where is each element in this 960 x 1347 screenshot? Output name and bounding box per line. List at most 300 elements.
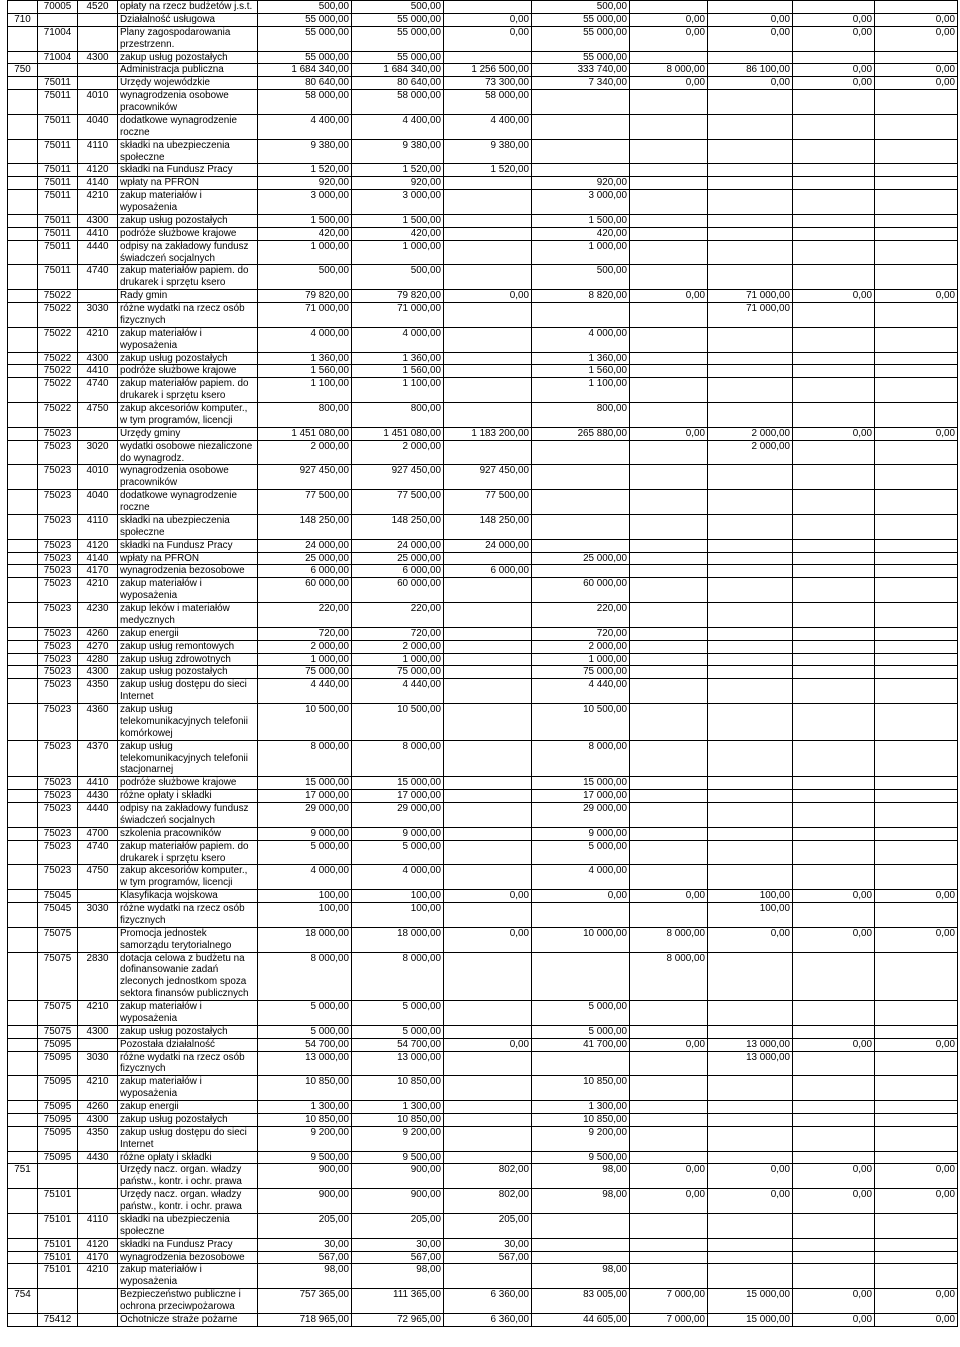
dzial-code — [8, 704, 38, 741]
amount-cell — [630, 265, 708, 290]
amount-cell — [875, 139, 958, 164]
budget-expenditure-table — [7, 0, 958, 1327]
table-row — [8, 890, 958, 903]
amount-cell: 9 200,00 — [258, 1126, 352, 1151]
table-row — [8, 1025, 958, 1038]
amount-cell: 0,00 — [630, 890, 708, 903]
table-row — [8, 840, 958, 865]
amount-cell: 4 400,00 — [258, 114, 352, 139]
table-row — [8, 514, 958, 539]
item-name: Urzędy nacz. organ. władzy państw., kontr. i ochr. prawa — [118, 1164, 258, 1189]
amount-cell — [532, 164, 630, 177]
rozdzial-code: 75023 — [38, 803, 78, 828]
item-name: zakup usług pozostałych — [118, 352, 258, 365]
paragraf-code — [78, 1164, 118, 1189]
amount-cell: 0,00 — [444, 1038, 532, 1051]
amount-cell: 5 000,00 — [258, 1001, 352, 1026]
amount-cell — [875, 790, 958, 803]
paragraf-code — [78, 1289, 118, 1314]
table-row — [8, 1051, 958, 1076]
amount-cell: 8 000,00 — [258, 740, 352, 777]
amount-cell: 0,00 — [630, 290, 708, 303]
amount-cell: 5 000,00 — [258, 1025, 352, 1038]
item-name: Rady gmin — [118, 290, 258, 303]
amount-cell — [793, 1126, 875, 1151]
amount-cell — [708, 139, 793, 164]
item-name: odpisy na zakładowy fundusz świadczeń socjalnych — [118, 803, 258, 828]
amount-cell: 111 365,00 — [352, 1289, 444, 1314]
amount-cell — [630, 777, 708, 790]
amount-cell: 80 640,00 — [258, 77, 352, 90]
dzial-code — [8, 653, 38, 666]
dzial-code — [8, 164, 38, 177]
amount-cell — [793, 578, 875, 603]
amount-cell — [630, 1238, 708, 1251]
paragraf-code: 4740 — [78, 378, 118, 403]
item-name: zakup materiałów i wyposażenia — [118, 578, 258, 603]
item-name: Urzędy nacz. organ. władzy państw., kontr. i ochr. prawa — [118, 1189, 258, 1214]
amount-cell — [444, 1076, 532, 1101]
rozdzial-code: 75011 — [38, 90, 78, 115]
item-name: Urzędy gminy — [118, 427, 258, 440]
amount-cell: 1 300,00 — [352, 1101, 444, 1114]
amount-cell: 18 000,00 — [258, 927, 352, 952]
amount-cell: 333 740,00 — [532, 64, 630, 77]
dzial-code — [8, 1189, 38, 1214]
rozdzial-code: 71004 — [38, 26, 78, 51]
amount-cell: 30,00 — [352, 1238, 444, 1251]
amount-cell — [630, 1126, 708, 1151]
item-name: podróże służbowe krajowe — [118, 227, 258, 240]
amount-cell: 9 500,00 — [532, 1151, 630, 1164]
amount-cell — [793, 790, 875, 803]
amount-cell: 205,00 — [352, 1213, 444, 1238]
rozdzial-code: 75011 — [38, 177, 78, 190]
amount-cell: 72 965,00 — [352, 1313, 444, 1326]
dzial-code — [8, 1313, 38, 1326]
item-name: zakup usług telekomunikacyjnych telefonii komórkowej — [118, 704, 258, 741]
amount-cell: 720,00 — [532, 627, 630, 640]
rozdzial-code: 75022 — [38, 327, 78, 352]
paragraf-code — [78, 26, 118, 51]
dzial-code — [8, 1113, 38, 1126]
table-row — [8, 77, 958, 90]
amount-cell: 24 000,00 — [258, 539, 352, 552]
amount-cell — [444, 1264, 532, 1289]
rozdzial-code: 75011 — [38, 214, 78, 227]
amount-cell: 0,00 — [875, 1189, 958, 1214]
amount-cell: 900,00 — [352, 1164, 444, 1189]
amount-cell: 55 000,00 — [352, 51, 444, 64]
table-row — [8, 440, 958, 465]
dzial-code — [8, 90, 38, 115]
table-row — [8, 952, 958, 1001]
table-row — [8, 640, 958, 653]
amount-cell — [875, 164, 958, 177]
table-row — [8, 265, 958, 290]
rozdzial-code: 75075 — [38, 1001, 78, 1026]
amount-cell: 10 000,00 — [532, 927, 630, 952]
amount-cell: 0,00 — [793, 77, 875, 90]
amount-cell: 0,00 — [793, 427, 875, 440]
amount-cell — [875, 840, 958, 865]
rozdzial-code: 75045 — [38, 890, 78, 903]
amount-cell — [793, 539, 875, 552]
amount-cell: 24 000,00 — [444, 539, 532, 552]
item-name: odpisy na zakładowy fundusz świadczeń socjalnych — [118, 240, 258, 265]
paragraf-code: 3030 — [78, 1051, 118, 1076]
amount-cell: 4 440,00 — [352, 679, 444, 704]
dzial-code — [8, 840, 38, 865]
dzial-code — [8, 365, 38, 378]
amount-cell — [875, 1264, 958, 1289]
amount-cell — [444, 365, 532, 378]
rozdzial-code: 75023 — [38, 603, 78, 628]
amount-cell: 6 000,00 — [444, 565, 532, 578]
dzial-code — [8, 803, 38, 828]
amount-cell: 29 000,00 — [258, 803, 352, 828]
rozdzial-code: 75023 — [38, 790, 78, 803]
amount-cell: 10 500,00 — [352, 704, 444, 741]
paragraf-code — [78, 13, 118, 26]
amount-cell: 8 000,00 — [630, 952, 708, 1001]
amount-cell: 60 000,00 — [258, 578, 352, 603]
amount-cell — [708, 640, 793, 653]
amount-cell: 500,00 — [258, 1, 352, 14]
amount-cell — [444, 640, 532, 653]
dzial-code — [8, 403, 38, 428]
item-name: zakup materiałów papiem. do drukarek i sprzętu ksero — [118, 840, 258, 865]
rozdzial-code: 75023 — [38, 827, 78, 840]
amount-cell: 500,00 — [258, 265, 352, 290]
table-row — [8, 827, 958, 840]
item-name: wynagrodzenia osobowe pracowników — [118, 90, 258, 115]
amount-cell — [532, 303, 630, 328]
paragraf-code — [78, 290, 118, 303]
amount-cell — [708, 1238, 793, 1251]
item-name: zakup usług remontowych — [118, 640, 258, 653]
item-name: zakup akcesoriów komputer., w tym programów, licencji — [118, 865, 258, 890]
amount-cell: 800,00 — [532, 403, 630, 428]
amount-cell: 98,00 — [532, 1164, 630, 1189]
amount-cell — [708, 1213, 793, 1238]
rozdzial-code: 75011 — [38, 190, 78, 215]
paragraf-code: 4260 — [78, 1101, 118, 1114]
amount-cell: 83 005,00 — [532, 1289, 630, 1314]
amount-cell — [793, 164, 875, 177]
amount-cell: 0,00 — [875, 890, 958, 903]
paragraf-code: 4750 — [78, 403, 118, 428]
amount-cell — [708, 952, 793, 1001]
amount-cell: 25 000,00 — [532, 552, 630, 565]
amount-cell: 55 000,00 — [258, 13, 352, 26]
amount-cell: 71 000,00 — [352, 303, 444, 328]
item-name: zakup materiałów i wyposażenia — [118, 190, 258, 215]
item-name: różne opłaty i składki — [118, 790, 258, 803]
paragraf-code: 4300 — [78, 352, 118, 365]
table-row — [8, 190, 958, 215]
dzial-code — [8, 927, 38, 952]
paragraf-code: 4010 — [78, 90, 118, 115]
amount-cell — [444, 403, 532, 428]
amount-cell — [444, 1101, 532, 1114]
amount-cell — [444, 827, 532, 840]
amount-cell: 100,00 — [352, 903, 444, 928]
item-name: Promocja jednostek samorządu terytorialnego — [118, 927, 258, 952]
table-row — [8, 352, 958, 365]
amount-cell — [793, 666, 875, 679]
item-name: wynagrodzenia bezosobowe — [118, 565, 258, 578]
amount-cell: 58 000,00 — [444, 90, 532, 115]
amount-cell: 2 000,00 — [708, 427, 793, 440]
paragraf-code: 4120 — [78, 1238, 118, 1251]
paragraf-code: 2830 — [78, 952, 118, 1001]
table-row — [8, 865, 958, 890]
amount-cell: 265 880,00 — [532, 427, 630, 440]
amount-cell — [630, 1113, 708, 1126]
paragraf-code: 4110 — [78, 139, 118, 164]
amount-cell — [793, 1151, 875, 1164]
amount-cell — [793, 827, 875, 840]
paragraf-code — [78, 1038, 118, 1051]
amount-cell — [630, 704, 708, 741]
amount-cell: 4 000,00 — [258, 865, 352, 890]
amount-cell — [708, 327, 793, 352]
table-row — [8, 704, 958, 741]
amount-cell — [875, 740, 958, 777]
amount-cell: 1 100,00 — [532, 378, 630, 403]
rozdzial-code — [38, 1289, 78, 1314]
rozdzial-code: 75045 — [38, 903, 78, 928]
rozdzial-code: 75023 — [38, 465, 78, 490]
amount-cell — [630, 790, 708, 803]
amount-cell — [630, 403, 708, 428]
paragraf-code: 4410 — [78, 365, 118, 378]
amount-cell: 4 000,00 — [532, 327, 630, 352]
paragraf-code: 4430 — [78, 1151, 118, 1164]
rozdzial-code: 75023 — [38, 565, 78, 578]
amount-cell: 2 000,00 — [532, 640, 630, 653]
amount-cell — [630, 1151, 708, 1164]
rozdzial-code: 75101 — [38, 1189, 78, 1214]
paragraf-code: 4360 — [78, 704, 118, 741]
item-name: składki na Fundusz Pracy — [118, 1238, 258, 1251]
amount-cell — [630, 114, 708, 139]
dzial-code — [8, 378, 38, 403]
amount-cell — [708, 603, 793, 628]
item-name: zakup usług pozostałych — [118, 1025, 258, 1038]
rozdzial-code: 75011 — [38, 139, 78, 164]
amount-cell — [875, 640, 958, 653]
amount-cell — [444, 552, 532, 565]
amount-cell — [532, 1251, 630, 1264]
rozdzial-code — [38, 1164, 78, 1189]
item-name: Pozostała działalność — [118, 1038, 258, 1051]
amount-cell — [875, 514, 958, 539]
amount-cell — [875, 1251, 958, 1264]
amount-cell — [875, 827, 958, 840]
amount-cell — [708, 190, 793, 215]
amount-cell: 60 000,00 — [352, 578, 444, 603]
amount-cell: 9 380,00 — [352, 139, 444, 164]
table-row — [8, 139, 958, 164]
amount-cell: 29 000,00 — [352, 803, 444, 828]
amount-cell: 9 000,00 — [532, 827, 630, 840]
amount-cell: 1 000,00 — [258, 240, 352, 265]
table-row — [8, 1189, 958, 1214]
dzial-code — [8, 1101, 38, 1114]
amount-cell — [444, 303, 532, 328]
amount-cell: 0,00 — [875, 64, 958, 77]
paragraf-code: 4740 — [78, 840, 118, 865]
item-name: wydatki osobowe niezaliczone do wynagrodz. — [118, 440, 258, 465]
amount-cell — [630, 240, 708, 265]
item-name: wpłaty na PFRON — [118, 177, 258, 190]
amount-cell — [875, 666, 958, 679]
rozdzial-code: 75095 — [38, 1038, 78, 1051]
amount-cell: 5 000,00 — [532, 840, 630, 865]
item-name: dodatkowe wynagrodzenie roczne — [118, 114, 258, 139]
amount-cell: 4 000,00 — [352, 865, 444, 890]
amount-cell — [444, 903, 532, 928]
amount-cell: 1 560,00 — [532, 365, 630, 378]
amount-cell: 1 360,00 — [532, 352, 630, 365]
amount-cell: 86 100,00 — [708, 64, 793, 77]
amount-cell: 0,00 — [630, 13, 708, 26]
dzial-code: 710 — [8, 13, 38, 26]
paragraf-code: 4120 — [78, 539, 118, 552]
amount-cell — [793, 1238, 875, 1251]
rozdzial-code: 75023 — [38, 427, 78, 440]
rozdzial-code: 75022 — [38, 290, 78, 303]
amount-cell — [875, 1113, 958, 1126]
amount-cell: 5 000,00 — [532, 1025, 630, 1038]
amount-cell — [875, 352, 958, 365]
amount-cell: 5 000,00 — [352, 840, 444, 865]
amount-cell — [875, 603, 958, 628]
amount-cell — [793, 1264, 875, 1289]
amount-cell — [630, 627, 708, 640]
amount-cell — [793, 1076, 875, 1101]
table-row — [8, 679, 958, 704]
table-row — [8, 164, 958, 177]
amount-cell — [630, 1101, 708, 1114]
amount-cell: 6 360,00 — [444, 1313, 532, 1326]
rozdzial-code: 71004 — [38, 51, 78, 64]
paragraf-code: 4300 — [78, 1113, 118, 1126]
dzial-code — [8, 177, 38, 190]
item-name: zakup akcesoriów komputer., w tym programów, licencji — [118, 403, 258, 428]
item-name: zakup usług zdrowotnych — [118, 653, 258, 666]
amount-cell — [532, 465, 630, 490]
table-row — [8, 290, 958, 303]
amount-cell: 1 500,00 — [352, 214, 444, 227]
amount-cell — [793, 265, 875, 290]
amount-cell — [630, 603, 708, 628]
dzial-code — [8, 865, 38, 890]
amount-cell — [875, 327, 958, 352]
amount-cell — [708, 565, 793, 578]
rozdzial-code: 75023 — [38, 679, 78, 704]
amount-cell: 920,00 — [532, 177, 630, 190]
amount-cell: 8 000,00 — [532, 740, 630, 777]
amount-cell — [875, 578, 958, 603]
amount-cell — [708, 51, 793, 64]
amount-cell: 1 000,00 — [352, 653, 444, 666]
amount-cell: 220,00 — [352, 603, 444, 628]
paragraf-code: 4140 — [78, 177, 118, 190]
table-row — [8, 51, 958, 64]
amount-cell — [444, 240, 532, 265]
table-row — [8, 927, 958, 952]
amount-cell — [793, 465, 875, 490]
amount-cell — [444, 190, 532, 215]
amount-cell — [630, 1251, 708, 1264]
amount-cell — [708, 514, 793, 539]
amount-cell — [875, 539, 958, 552]
amount-cell — [708, 214, 793, 227]
amount-cell: 0,00 — [444, 26, 532, 51]
table-row — [8, 90, 958, 115]
amount-cell: 8 820,00 — [532, 290, 630, 303]
item-name: Klasyfikacja wojskowa — [118, 890, 258, 903]
item-name: dotacja celowa z budżetu na dofinansowanie zadań zleconych jednostkom spoza sektora finansów publicznych — [118, 952, 258, 1001]
amount-cell: 0,00 — [708, 13, 793, 26]
amount-cell — [444, 1126, 532, 1151]
amount-cell: 0,00 — [875, 13, 958, 26]
table-row — [8, 565, 958, 578]
amount-cell — [708, 265, 793, 290]
amount-cell — [630, 465, 708, 490]
table-row — [8, 1126, 958, 1151]
amount-cell: 0,00 — [875, 1313, 958, 1326]
rozdzial-code: 75075 — [38, 952, 78, 1001]
rozdzial-code: 75023 — [38, 490, 78, 515]
paragraf-code: 4370 — [78, 740, 118, 777]
amount-cell — [532, 952, 630, 1001]
amount-cell — [708, 1025, 793, 1038]
dzial-code — [8, 890, 38, 903]
amount-cell: 100,00 — [258, 890, 352, 903]
amount-cell: 500,00 — [352, 265, 444, 290]
table-row — [8, 378, 958, 403]
amount-cell: 2 000,00 — [352, 440, 444, 465]
amount-cell — [532, 1238, 630, 1251]
paragraf-code: 4410 — [78, 777, 118, 790]
paragraf-code: 4440 — [78, 240, 118, 265]
amount-cell: 220,00 — [532, 603, 630, 628]
amount-cell — [875, 1076, 958, 1101]
amount-cell — [444, 790, 532, 803]
amount-cell: 800,00 — [258, 403, 352, 428]
amount-cell: 0,00 — [793, 26, 875, 51]
amount-cell: 1 451 080,00 — [352, 427, 444, 440]
amount-cell: 1 684 340,00 — [352, 64, 444, 77]
item-name: składki na ubezpieczenia społeczne — [118, 1213, 258, 1238]
dzial-code — [8, 790, 38, 803]
amount-cell — [793, 679, 875, 704]
amount-cell — [875, 227, 958, 240]
item-name: składki na ubezpieczenia społeczne — [118, 139, 258, 164]
amount-cell: 567,00 — [258, 1251, 352, 1264]
amount-cell — [793, 1051, 875, 1076]
amount-cell: 0,00 — [630, 26, 708, 51]
amount-cell: 100,00 — [352, 890, 444, 903]
amount-cell: 98,00 — [532, 1189, 630, 1214]
amount-cell — [708, 1151, 793, 1164]
dzial-code: 750 — [8, 64, 38, 77]
rozdzial-code: 75095 — [38, 1151, 78, 1164]
